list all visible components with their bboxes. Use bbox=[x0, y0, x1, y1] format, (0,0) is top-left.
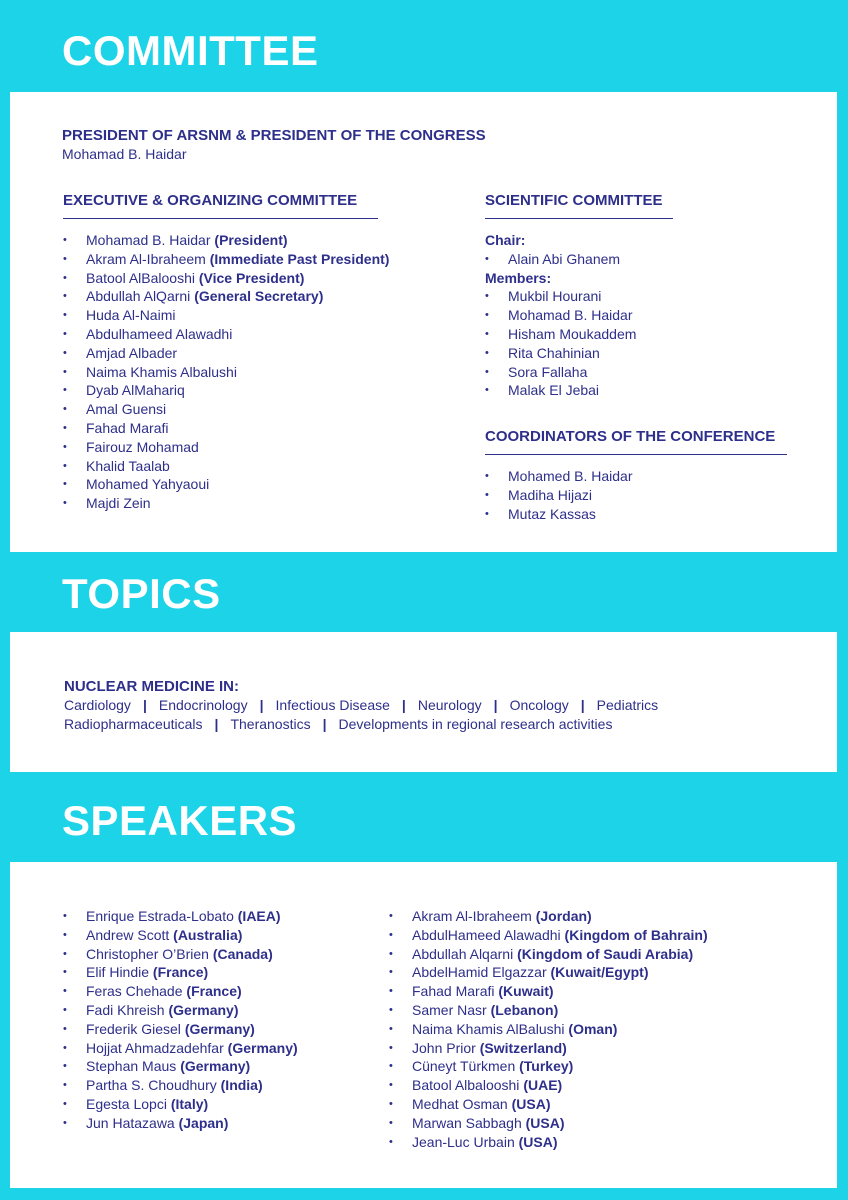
topic-separator: | bbox=[580, 697, 585, 713]
president-block bbox=[62, 126, 486, 164]
speaker-name: Stephan Maus bbox=[86, 1058, 177, 1075]
coordinator: • Madiha Hijazi bbox=[485, 486, 787, 505]
topic-item: Endocrinology bbox=[158, 697, 248, 713]
topic-item: Oncology bbox=[509, 697, 569, 713]
executive-member-name: Abdulhameed Alawadhi bbox=[86, 325, 233, 342]
speaker-country: (Japan) bbox=[178, 1114, 229, 1131]
speaker bbox=[389, 1133, 708, 1152]
scientific-list bbox=[485, 287, 787, 400]
topics-heading: NUCLEAR MEDICINE IN: bbox=[64, 678, 239, 695]
executive-member-name: Khalid Taalab bbox=[86, 457, 170, 474]
topic-separator: | bbox=[214, 716, 219, 732]
speaker-country: (Germany) bbox=[184, 1020, 255, 1037]
executive-rule bbox=[63, 218, 378, 219]
speaker bbox=[63, 1001, 298, 1020]
scientific-member: • Mukbil Hourani bbox=[485, 287, 787, 306]
topic-separator: | bbox=[322, 716, 327, 732]
scientific-member: • Hisham Moukaddem bbox=[485, 325, 787, 344]
topic-item: Theranostics bbox=[230, 716, 311, 732]
scientific-member: • Sora Fallaha bbox=[485, 363, 787, 382]
speaker bbox=[63, 907, 298, 926]
speaker-name: Christopher O’Brien bbox=[86, 945, 209, 962]
speaker-name: Naima Khamis AlBalushi bbox=[412, 1020, 565, 1037]
topic-item: Developments in regional research activities bbox=[338, 716, 613, 732]
committee-panel bbox=[10, 92, 837, 552]
speaker-name: Feras Chehade bbox=[86, 983, 183, 1000]
speaker-name: Andrew Scott bbox=[86, 926, 170, 943]
executive-member-role: (Vice President) bbox=[198, 269, 305, 286]
speaker bbox=[389, 945, 708, 964]
topic-item: Pediatrics bbox=[596, 697, 659, 713]
speaker bbox=[389, 1076, 708, 1095]
speaker-country: (Australia) bbox=[173, 926, 243, 943]
speaker-country: (Italy) bbox=[170, 1095, 209, 1112]
coordinators-rule bbox=[485, 454, 787, 455]
executive-member-role: (President) bbox=[214, 232, 288, 248]
executive-member bbox=[63, 494, 378, 513]
executive-member-name: Huda Al-Naimi bbox=[86, 307, 176, 324]
speaker-name: Elif Hindie bbox=[86, 964, 150, 981]
coordinator: • Mutaz Kassas bbox=[485, 505, 787, 524]
executive-member-name: Amjad Albader bbox=[86, 344, 178, 361]
speaker bbox=[389, 1020, 708, 1039]
chair-member: • Alain Abi Ghanem bbox=[485, 250, 787, 269]
chair-label: Chair: bbox=[485, 232, 526, 248]
speaker bbox=[63, 1057, 298, 1076]
topic-item: Cardiology bbox=[64, 697, 131, 713]
scientific-rule bbox=[485, 218, 673, 219]
executive-member bbox=[63, 250, 390, 269]
members-label: Members: bbox=[485, 269, 552, 286]
speaker-country: (Germany) bbox=[227, 1039, 298, 1056]
executive-member-role: (General Secretary) bbox=[194, 288, 324, 305]
executive-committee bbox=[63, 191, 390, 513]
speaker-name: Jean-Luc Urbain bbox=[412, 1133, 515, 1150]
executive-member bbox=[63, 287, 378, 306]
speaker bbox=[63, 963, 298, 982]
speakers-panel bbox=[10, 862, 837, 1188]
topic-item: Radiopharmaceuticals bbox=[64, 716, 203, 732]
speaker-country: (Kuwait/Egypt) bbox=[550, 964, 649, 981]
executive-member bbox=[63, 400, 378, 419]
topic-separator: | bbox=[401, 697, 406, 713]
executive-member-name: Majdi Zein bbox=[86, 495, 151, 512]
speaker-name: Cüneyt Türkmen bbox=[412, 1058, 516, 1075]
speaker bbox=[389, 963, 708, 982]
executive-member-role: (Immediate Past President) bbox=[209, 250, 390, 267]
speaker-country: (Kingdom of Bahrain) bbox=[564, 926, 708, 943]
speaker bbox=[389, 1114, 708, 1133]
executive-member bbox=[63, 306, 378, 325]
topics-row-1 bbox=[64, 696, 658, 715]
speaker-name: Partha S. Choudhury bbox=[86, 1077, 217, 1094]
speaker-country: (USA) bbox=[518, 1133, 558, 1150]
speaker bbox=[63, 1095, 298, 1114]
committee-title: COMMITTEE bbox=[62, 27, 319, 74]
topics-title: TOPICS bbox=[62, 570, 221, 617]
executive-member-name: Amal Guensi bbox=[86, 401, 167, 418]
speaker bbox=[389, 982, 708, 1001]
speaker bbox=[389, 926, 708, 945]
executive-member bbox=[63, 457, 378, 476]
speaker bbox=[389, 1057, 708, 1076]
speaker-name: Fadi Khreish bbox=[86, 1001, 165, 1018]
speaker-country: (Oman) bbox=[568, 1020, 618, 1037]
scientific-committee bbox=[485, 191, 787, 400]
executive-member-name: Fahad Marafi bbox=[86, 419, 169, 436]
speaker bbox=[63, 1076, 298, 1095]
executive-member-name: Mohamad B. Haidar bbox=[86, 232, 211, 248]
speaker-country: (Lebanon) bbox=[490, 1001, 559, 1018]
executive-member-name: Akram Al-Ibraheem bbox=[86, 250, 206, 267]
executive-member-name: Mohamed Yahyaoui bbox=[86, 476, 210, 493]
speaker bbox=[389, 1095, 708, 1114]
speaker-country: (Germany) bbox=[168, 1001, 239, 1018]
topics-panel bbox=[10, 632, 837, 772]
topic-separator: | bbox=[142, 697, 147, 713]
executive-member bbox=[63, 438, 378, 457]
executive-member bbox=[63, 325, 378, 344]
coordinator: • Mohamed B. Haidar bbox=[485, 467, 787, 486]
executive-heading: EXECUTIVE & ORGANIZING COMMITTEE bbox=[63, 192, 358, 209]
speaker-country: (Jordan) bbox=[535, 908, 592, 924]
speaker-country: (France) bbox=[152, 964, 209, 981]
president-name: Mohamad B. Haidar bbox=[62, 146, 187, 162]
executive-member bbox=[63, 231, 378, 250]
coordinators-list bbox=[485, 467, 787, 523]
speaker-name: Marwan Sabbagh bbox=[412, 1114, 522, 1131]
president-heading: PRESIDENT OF ARSNM & PRESIDENT OF THE CONGRESS bbox=[62, 127, 486, 144]
speaker bbox=[63, 1039, 298, 1058]
topic-item: Infectious Disease bbox=[275, 697, 390, 713]
speaker-country: (IAEA) bbox=[237, 908, 281, 924]
speaker-name: Frederik Giesel bbox=[86, 1020, 181, 1037]
speaker-country: (Kuwait) bbox=[498, 983, 554, 1000]
speakers-left-list bbox=[63, 907, 298, 1133]
speaker-name: Medhat Osman bbox=[412, 1095, 508, 1112]
executive-member-name: Dyab AlMahariq bbox=[86, 382, 185, 399]
executive-list bbox=[63, 231, 390, 513]
speaker-country: (Kingdom of Saudi Arabia) bbox=[517, 945, 694, 962]
speaker-name: AbdulHameed Alawadhi bbox=[412, 926, 561, 943]
speaker-name: Enrique Estrada-Lobato bbox=[86, 908, 234, 924]
speaker-name: Fahad Marafi bbox=[412, 983, 495, 1000]
speaker-name: Abdullah Alqarni bbox=[412, 945, 514, 962]
speaker bbox=[389, 1001, 708, 1020]
speakers-right-list bbox=[389, 907, 708, 1151]
scientific-member: • Mohamad B. Haidar bbox=[485, 306, 787, 325]
speaker-country: (Germany) bbox=[180, 1058, 251, 1075]
speaker-name: Hojjat Ahmadzadehfar bbox=[86, 1039, 224, 1056]
speaker bbox=[63, 1020, 298, 1039]
executive-member-name: Naima Khamis Albalushi bbox=[86, 363, 237, 380]
speaker bbox=[389, 907, 708, 926]
speaker bbox=[63, 982, 298, 1001]
speaker-country: (France) bbox=[186, 983, 242, 1000]
speaker-country: (UAE) bbox=[523, 1077, 563, 1094]
coordinators-heading: COORDINATORS OF THE CONFERENCE bbox=[485, 428, 776, 445]
topic-separator: | bbox=[259, 697, 264, 713]
speaker-country: (Turkey) bbox=[519, 1058, 574, 1075]
executive-member-name: Fairouz Mohamad bbox=[86, 438, 199, 455]
speaker-name: Batool Albalooshi bbox=[412, 1077, 520, 1094]
speaker bbox=[389, 1039, 708, 1058]
speaker-name: John Prior bbox=[412, 1039, 476, 1056]
speaker bbox=[63, 1114, 298, 1133]
executive-member bbox=[63, 269, 378, 288]
executive-member bbox=[63, 363, 378, 382]
executive-member bbox=[63, 344, 378, 363]
topic-separator: | bbox=[493, 697, 498, 713]
speaker-name: Egesta Lopci bbox=[86, 1095, 167, 1112]
executive-member bbox=[63, 419, 378, 438]
speaker-country: (Canada) bbox=[212, 945, 273, 962]
scientific-member: • Rita Chahinian bbox=[485, 344, 787, 363]
executive-member-name: Abdullah AlQarni bbox=[86, 288, 191, 305]
speaker-country: (Switzerland) bbox=[479, 1039, 567, 1056]
speaker-name: Samer Nasr bbox=[412, 1001, 487, 1018]
executive-member-name: Batool AlBalooshi bbox=[86, 269, 195, 286]
speaker-name: Akram Al-Ibraheem bbox=[412, 908, 532, 924]
scientific-heading: SCIENTIFIC COMMITTEE bbox=[485, 192, 663, 209]
speaker-name: Jun Hatazawa bbox=[86, 1114, 175, 1131]
speaker-country: (India) bbox=[220, 1077, 263, 1094]
coordinators bbox=[485, 427, 787, 523]
executive-member bbox=[63, 475, 378, 494]
scientific-member: • Malak El Jebai bbox=[485, 381, 787, 400]
executive-member bbox=[63, 381, 378, 400]
chair-list bbox=[485, 250, 787, 269]
speaker-country: (USA) bbox=[525, 1114, 565, 1131]
speaker-name: AbdelHamid Elgazzar bbox=[412, 964, 547, 981]
speakers-title: SPEAKERS bbox=[62, 797, 298, 844]
topic-item: Neurology bbox=[417, 697, 482, 713]
speaker bbox=[63, 926, 298, 945]
speaker-country: (USA) bbox=[511, 1095, 551, 1112]
speaker bbox=[63, 945, 298, 964]
topics-row-2 bbox=[64, 715, 612, 734]
